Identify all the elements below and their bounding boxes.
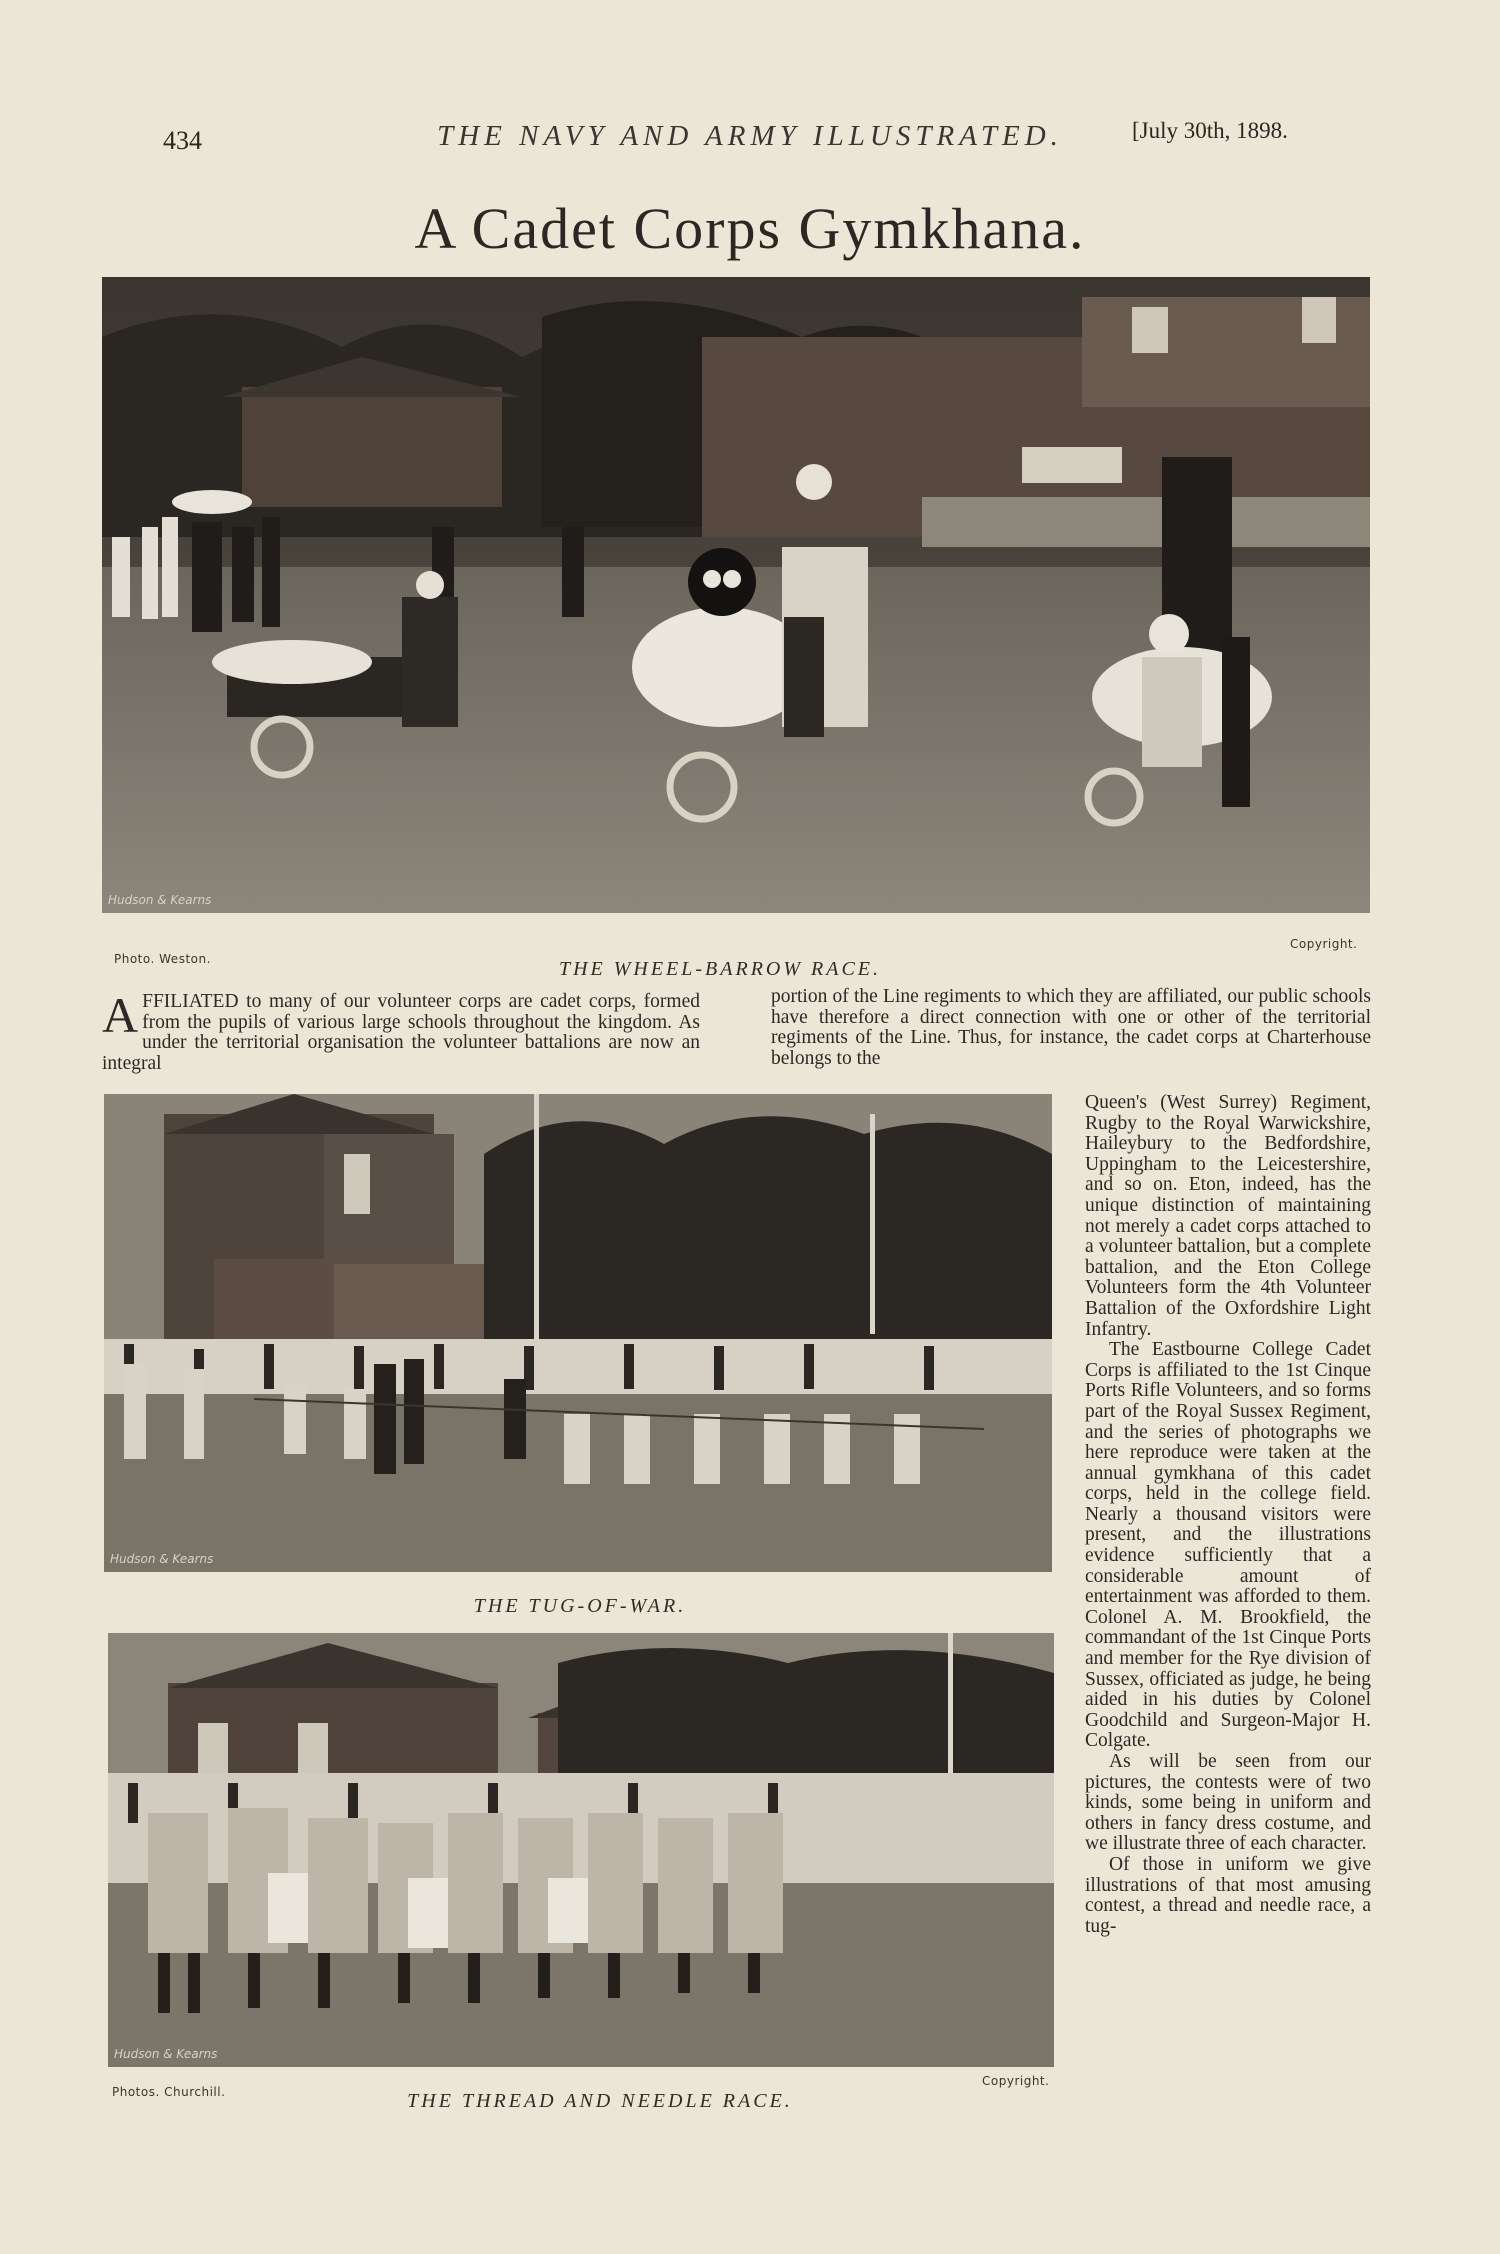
article-paragraph-3: As will be seen from our pictures, the contests were of two kinds, some being in uniform and others in fancy dress costume, and we illustrate three of each character. xyxy=(1085,1751,1371,1855)
page-number: 434 xyxy=(163,126,202,155)
photo-credit-churchill: Photos. Churchill. xyxy=(112,2085,226,2099)
wheelbarrow-race-illustration xyxy=(102,277,1370,913)
article-side-column xyxy=(1085,1093,1371,1937)
wheelbarrow-race-photo xyxy=(102,277,1370,913)
engraver-mark: Hudson & Kearns xyxy=(114,2047,218,2061)
copyright-note: Copyright. xyxy=(982,2074,1050,2088)
issue-date: [July 30th, 1898. xyxy=(1132,118,1288,143)
caption-tug-of-war: THE TUG-OF-WAR. xyxy=(473,1595,687,1617)
journal-title: THE NAVY AND ARMY ILLUSTRATED. xyxy=(437,120,1063,152)
article-headline: A Cadet Corps Gymkhana. xyxy=(414,196,1086,261)
caption-thread-and-needle-race: THE THREAD AND NEEDLE RACE. xyxy=(407,2090,793,2112)
article-col1-opening xyxy=(102,987,700,1074)
article-col2-opening xyxy=(771,987,1371,1069)
copyright-note: Copyright. xyxy=(1290,937,1358,951)
article-paragraph-4: Of those in uniform we give illustrations of that most amusing contest, a thread and needle race, a tug- xyxy=(1085,1853,1371,1937)
engraver-mark: Hudson & Kearns xyxy=(108,893,212,907)
caption-wheelbarrow-race: THE WHEEL-BARROW RACE. xyxy=(558,958,882,980)
drop-cap: A xyxy=(102,987,139,1043)
tug-of-war-photo xyxy=(104,1094,1052,1572)
thread-and-needle-race-photo xyxy=(108,1633,1054,2067)
photo-credit-weston: Photo. Weston. xyxy=(114,952,211,966)
thread-and-needle-race-illustration xyxy=(108,1633,1054,2067)
article-text-col1: FFILIATED to many of our volunteer corps are cadet corps, formed from the pupils of various large schools throughout the kingdom. As under the territorial organisation the volunteer battalions are now an integral xyxy=(102,991,700,1074)
running-head xyxy=(0,118,1500,158)
article-paragraph-1: Queen's (West Surrey) Regiment, Rugby to the Royal Warwickshire, Haileybury to the Bedfordshire, Uppingham to the Leicestershire, and so on. Eton, indeed, has the unique distinction of maintaining not merely a cadet corps attached to a volunteer battalion, but a complete battalion, and the Eton College Volunteers form the 4th Volunteer Battalion of the Oxfordshire Light Infantry. xyxy=(1085,1092,1371,1340)
engraver-mark: Hudson & Kearns xyxy=(110,1552,214,1566)
article-text-col2: portion of the Line regiments to which they are affiliated, our public schools have therefore a direct connection with one or other of the territorial regiments of the Line. Thus, for instance, the cadet corps at Charterhouse belongs to the xyxy=(771,986,1371,1069)
article-paragraph-2: The Eastbourne College Cadet Corps is affiliated to the 1st Cinque Ports Rifle Volunteers, and so forms part of the Royal Sussex Regiment, and the series of photographs we here reproduce were taken at the annual gymkhana of this cadet corps, held in the college field. Nearly a thousand visitors were present, and the illustrations evidence sufficiently that a considerable amount of entertainment was afforded to them. Colonel A. M. Brookfield, the commandant of the 1st Cinque Ports and member for the Rye division of Sussex, officiated as judge, he being aided in his duties by Colonel Goodchild and Surgeon-Major H. Colgate. xyxy=(1085,1339,1371,1752)
tug-of-war-illustration xyxy=(104,1094,1052,1572)
